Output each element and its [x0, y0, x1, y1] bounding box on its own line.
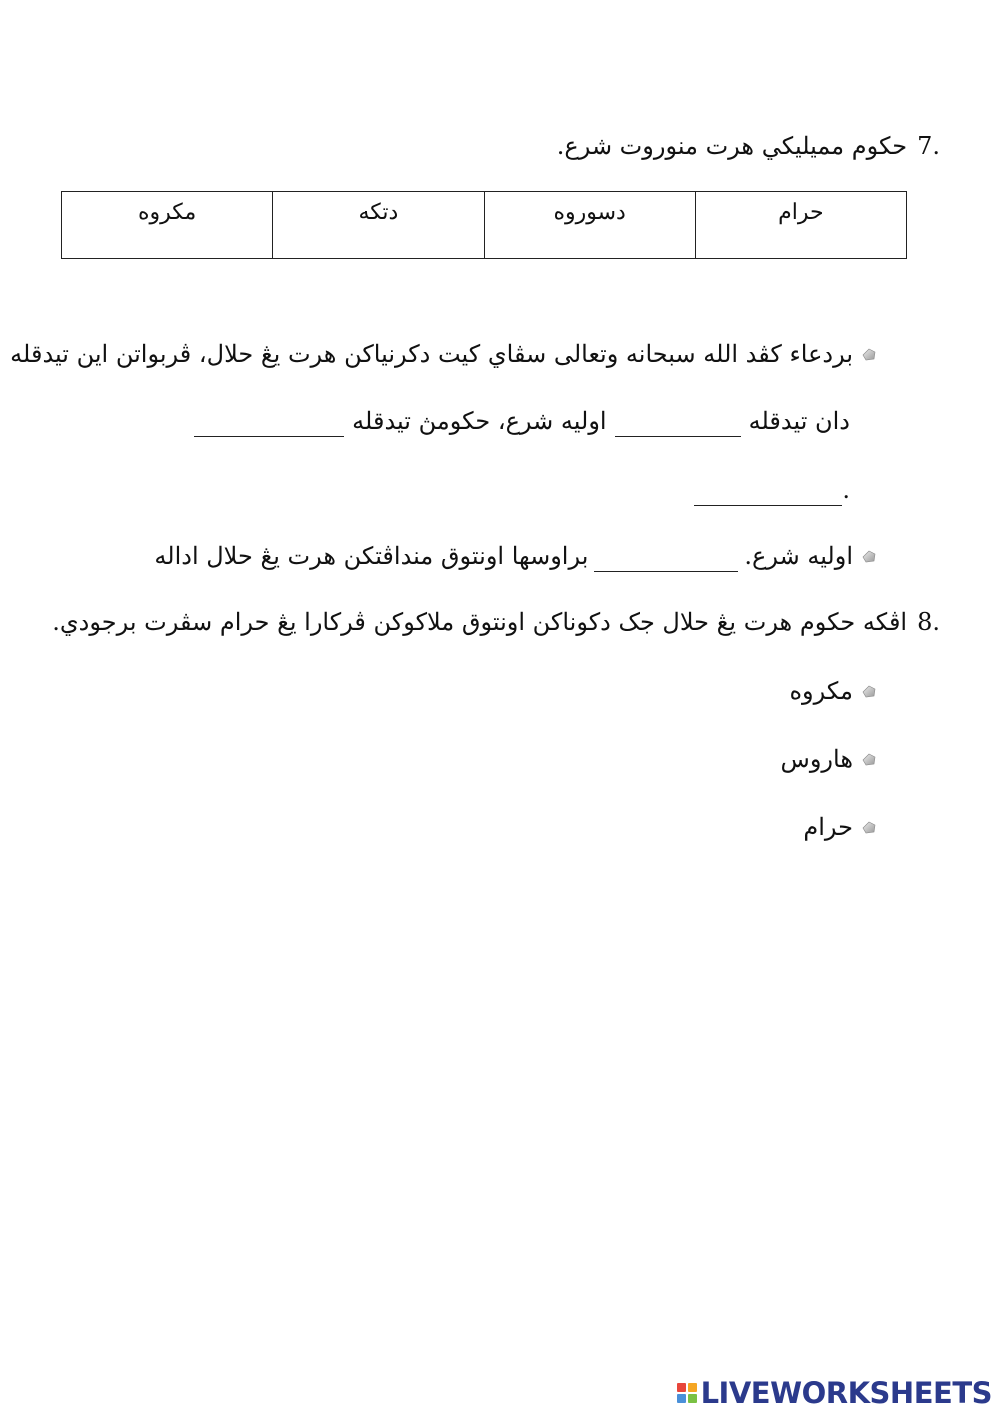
question-number: 8.	[917, 608, 940, 636]
options-table	[61, 191, 907, 259]
option-label: هاروس	[780, 745, 853, 773]
bullet-icon	[861, 346, 877, 362]
liveworksheets-watermark	[677, 1378, 992, 1408]
option-label: مکروه	[789, 677, 853, 705]
logo-square	[688, 1394, 697, 1403]
logo-square	[677, 1383, 686, 1392]
table-cell-2[interactable]: دسوروه	[484, 192, 695, 258]
liveworksheets-logo-icon	[677, 1383, 697, 1403]
answer-blank-3[interactable]	[694, 485, 842, 506]
line-text: براوسها اونتوق منداڤتکن هرت يڠ حلال اداله	[154, 542, 589, 570]
bullet-icon	[861, 751, 877, 767]
answer-blank-2[interactable]	[615, 416, 741, 437]
line-text: اوليه شرع، حکومڽ تيدقله	[352, 407, 607, 435]
line-end: .	[842, 476, 850, 504]
question-7	[557, 130, 940, 162]
watermark-text: LIVEWORKSHEETS	[700, 1376, 992, 1410]
question-text: اڤکه حکوم هرت يڠ حلال جک دکوناکن اونتوق ملاکوکن ڤرکارا يڠ حرام سڤرت برجودي.	[52, 608, 908, 636]
bullet-1-line-1	[10, 338, 877, 370]
bullet-1-line-2	[194, 405, 850, 437]
option-1[interactable]	[789, 675, 877, 707]
question-8	[52, 606, 940, 638]
bullet-2-text	[154, 540, 853, 572]
bullet-2	[154, 540, 877, 572]
answer-blank-4[interactable]	[594, 551, 738, 572]
question-number: 7.	[917, 132, 940, 160]
question-text: حکوم مميليکي هرت منوروت شرع.	[556, 132, 908, 160]
option-2[interactable]	[781, 743, 877, 775]
bullet-1-line-3	[694, 474, 850, 506]
bullet-text: بردعاء کڤد الله سبحانه وتعالی سڤاي کيت دکرنياکن هرت يڠ حلال، ڤربواتن اين تيدقله	[10, 340, 853, 368]
option-label: حرام	[803, 813, 853, 841]
bullet-icon	[861, 819, 877, 835]
line-text: دان تيدقله	[748, 407, 850, 435]
table-cell-4[interactable]: مکروه	[138, 200, 197, 225]
logo-square	[688, 1383, 697, 1392]
logo-square	[677, 1394, 686, 1403]
answer-blank-1[interactable]	[194, 416, 344, 437]
option-3[interactable]	[803, 811, 877, 843]
bullet-icon	[861, 548, 877, 564]
table-cell-1[interactable]: حرام	[695, 192, 906, 258]
table-cell-3[interactable]: دتکه	[272, 192, 483, 258]
bullet-icon	[861, 683, 877, 699]
line-text: اوليه شرع.	[744, 542, 853, 570]
